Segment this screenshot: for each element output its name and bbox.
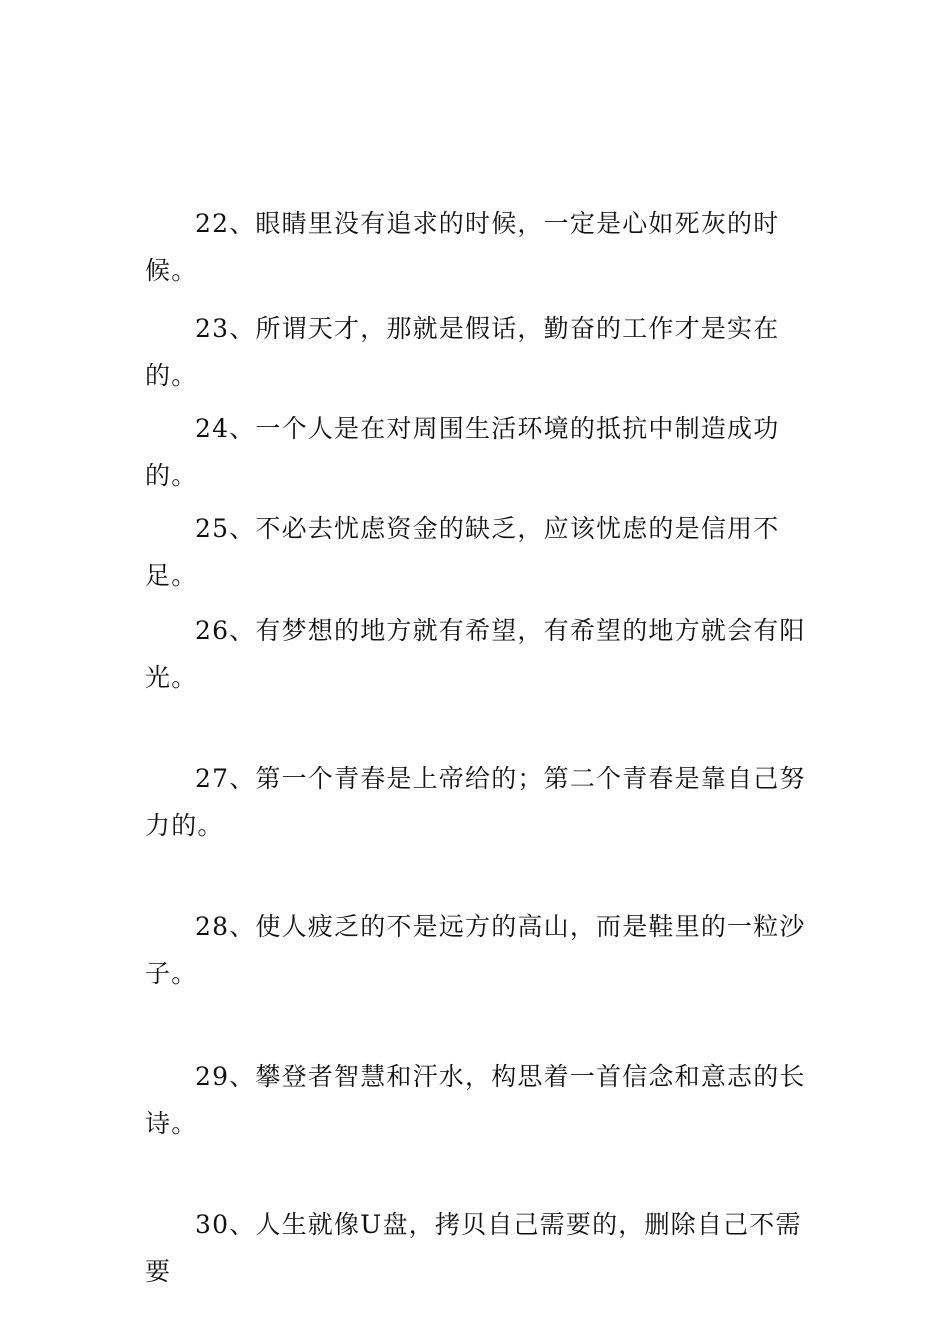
quote-paragraph-24: 24、一个人是在对周围生活环境的抵抗中制造成功的。 [145, 414, 780, 490]
quote-paragraph-25: 25、不必去忧虑资金的缺乏，应该忧虑的是信用不足。 [145, 514, 780, 590]
quote-paragraph-29: 29、攀登者智慧和汗水，构思着一首信念和意志的长诗。 [145, 1062, 806, 1138]
quote-paragraph-26: 26、有梦想的地方就有希望，有希望的地方就会有阳光。 [145, 616, 806, 692]
quote-paragraph-27: 27、第一个青春是上帝给的；第二个青春是靠自己努力的。 [145, 764, 806, 840]
quote-paragraph-23: 23、所谓天才，那就是假话，勤奋的工作才是实在的。 [145, 314, 780, 390]
quote-paragraph-30: 30、人生就像U盘，拷贝自己需要的，删除自己不需要 [145, 1210, 802, 1286]
quote-paragraph-22: 22、眼睛里没有追求的时候，一定是心如死灰的时候。 [145, 209, 780, 285]
quote-paragraph-28: 28、使人疲乏的不是远方的高山，而是鞋里的一粒沙子。 [145, 912, 806, 988]
